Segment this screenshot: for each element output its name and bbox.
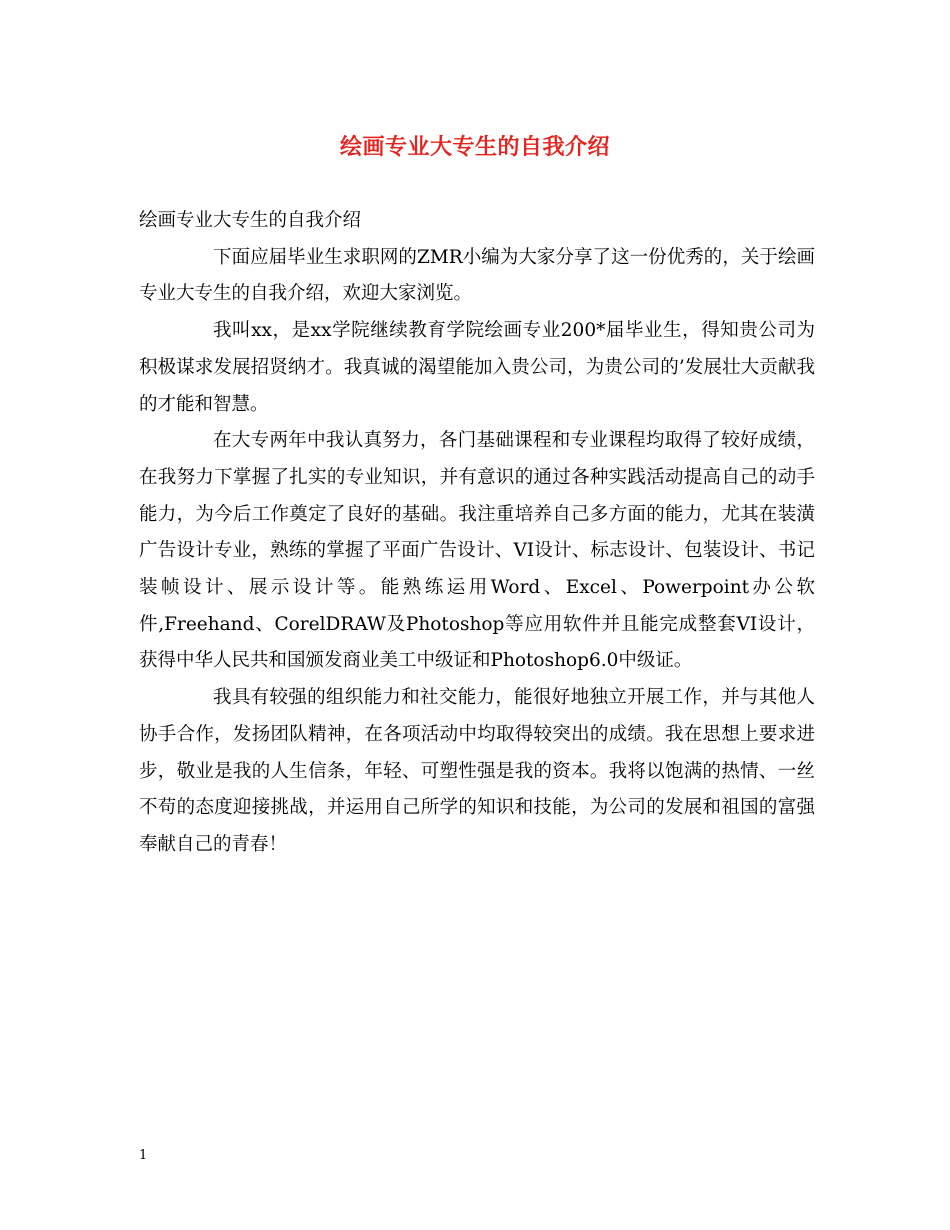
body-heading: 绘画专业大专生的自我介绍 (139, 210, 362, 231)
document-body (139, 203, 815, 864)
paragraph-intro: 下面应届毕业生求职网的ZMR小编为大家分享了这一份优秀的，关于绘画专业大专生的自我介绍，欢迎大家浏览。 (139, 246, 815, 305)
document-title: 绘画专业大专生的自我介绍 (339, 134, 610, 160)
paragraph-skills: 在大专两年中我认真努力，各门基础课程和专业课程均取得了较好成绩，在我努力下掌握了扎实的专业知识，并有意识的通过各种实践活动提高自己的动手能力，为今后工作奠定了良好的基础。我注重培养自己多方面的能力，尤其在装潢广告设计专业，熟练的掌握了平面广告设计、VI设计、标志设计、包装设计、书记装帧设计、展示设计等。能熟练运用Word、Excel、Powerpoint办公软件,Freehand、CorelDRAW及Photoshop等应用软件并且能完成整套VI设计，获得中华人民共和国颁发商业美工中级证和Photoshop6.0中级证。 (139, 430, 815, 672)
page-number: 1 (139, 1148, 148, 1163)
paragraph-character: 我具有较强的组织能力和社交能力，能很好地独立开展工作，并与其他人协手合作，发扬团队精神，在各项活动中均取得较突出的成绩。我在思想上要求进步，敬业是我的人生信条，年轻、可塑性强是我的资本。我将以饱满的热情、一丝不苟的态度迎接挑战，并运用自己所学的知识和技能，为公司的发展和祖国的富强奉献自己的青春！ (139, 687, 815, 855)
paragraph-self-intro: 我叫xx，是xx学院继续教育学院绘画专业200*届毕业生，得知贵公司为积极谋求发展招贤纳才。我真诚的渴望能加入贵公司，为贵公司的’发展壮大贡献我的才能和智慧。 (139, 320, 815, 415)
